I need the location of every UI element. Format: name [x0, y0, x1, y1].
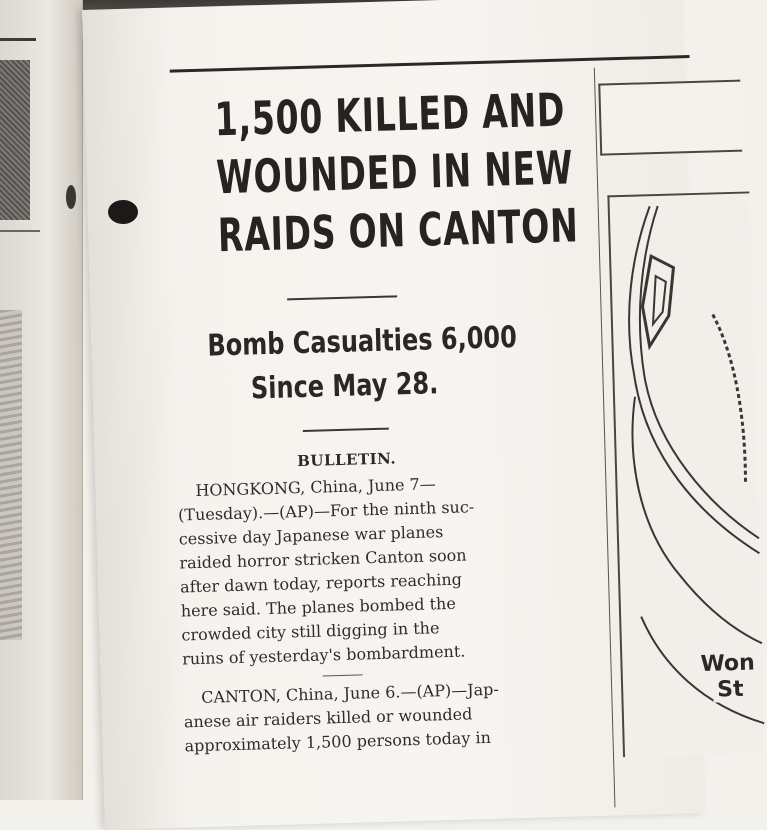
story-divider — [323, 674, 363, 676]
headline-line: 1,500 KILLED AND — [213, 82, 566, 147]
left-page-rule — [0, 230, 40, 232]
body-line: after dawn today, reports reaching — [179, 569, 463, 597]
body-line: approximately 1,500 persons today in — [184, 727, 492, 756]
map-label: St — [713, 678, 748, 703]
body-line: cessive day Japanese war planes — [178, 522, 444, 549]
body-line: (Tuesday).—(AP)—For the ninth suc- — [177, 497, 475, 525]
subheadline-divider — [303, 428, 389, 432]
left-page-edge — [0, 0, 83, 800]
left-page-photo — [0, 310, 22, 640]
body-line: raided horror stricken Canton soon — [179, 545, 467, 573]
second-story-paragraph — [183, 677, 525, 758]
left-page-rule — [0, 38, 36, 41]
body-line: HONGKONG, China, June 7— — [195, 474, 436, 501]
bulletin-paragraph — [177, 470, 522, 671]
subheadline-line: Bomb Casualties 6,000 — [206, 319, 518, 364]
headline — [166, 68, 580, 273]
body-line: CANTON, China, June 6.—(AP)—Jap- — [200, 679, 500, 707]
body-line: here said. The planes bombed the — [180, 593, 457, 621]
city-map — [607, 191, 765, 757]
binding-hole — [66, 185, 76, 209]
headline-line: WOUNDED IN NEW — [215, 140, 574, 205]
body-line: anese air raiders killed or wounded — [183, 704, 473, 732]
body-line: crowded city still digging in the — [181, 618, 440, 645]
headline-line: RAIDS ON CANTON — [217, 198, 580, 263]
left-page-photo — [0, 60, 30, 220]
newspaper-page — [82, 0, 756, 830]
subheadline-line: Since May 28. — [250, 366, 439, 407]
article-column — [166, 68, 580, 758]
bulletin-label: BULLETIN. — [296, 449, 397, 471]
binding-hole — [108, 200, 138, 224]
map-label: Won — [696, 651, 759, 677]
headline-divider — [287, 295, 397, 300]
body-line: ruins of yesterday's bombardment. — [181, 641, 466, 669]
map-caption-box — [598, 80, 742, 156]
subheadline — [173, 316, 518, 413]
